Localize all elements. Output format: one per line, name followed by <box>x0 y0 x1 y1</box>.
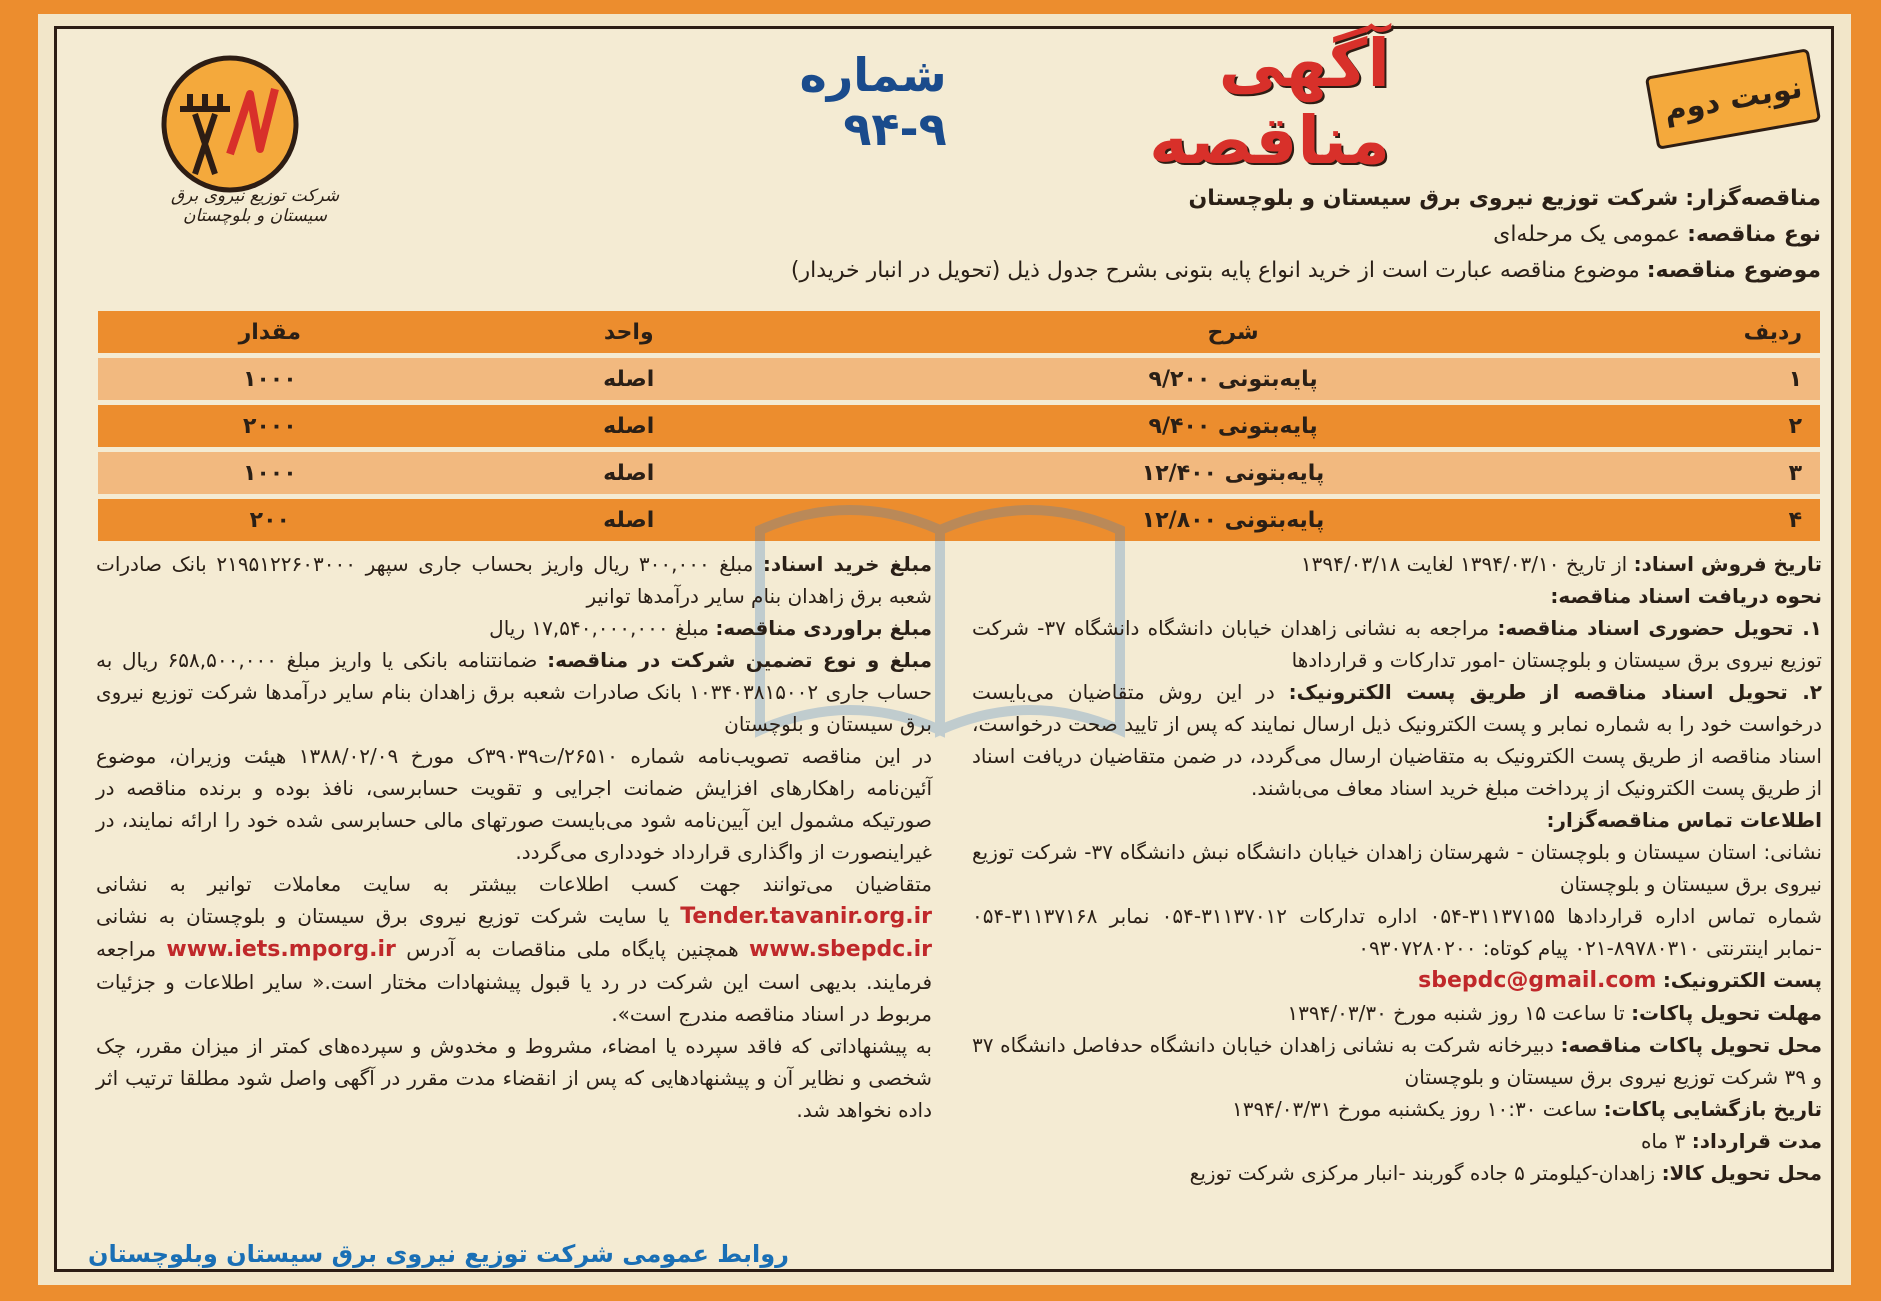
tavanir-link[interactable]: Tender.tavanir.org.ir <box>680 904 932 929</box>
table-row <box>98 499 1820 541</box>
receive-label: نحوه دریافت اسناد مناقصه: <box>1550 584 1822 608</box>
cell-row-no: ۴ <box>1650 499 1820 541</box>
address-para: نشانی: استان سیستان و بلوچستان - شهرستان زاهدان خیابان دانشگاه نبش دانشگاه ۳۷- شرکت توزیع نیروی برق سیستان و بلوچستان <box>972 840 1822 896</box>
opening-label: تاریخ بازگشایی پاکات: <box>1603 1097 1822 1121</box>
info-text-4: مراجعه فرمایند. بدیهی است این شرکت در رد یا قبول پیشنهادات مختار است.« سایر اطلاعات و جزئیات مربوط در اسناد مناقصه مندرج است». <box>96 937 932 1026</box>
public-relations-footer: روابط عمومی شرکت توزیع نیروی برق سیستان وبلوچستان <box>88 1240 789 1268</box>
delivery-text: زاهدان-کیلومتر ۵ جاده گوربند -انبار مرکزی شرکت توزیع <box>1189 1161 1656 1185</box>
power-company-logo-icon <box>160 54 300 194</box>
estimate-para <box>96 612 932 644</box>
receive-para <box>972 580 1822 612</box>
delivery-para <box>972 1157 1822 1189</box>
cell-row-no: ۳ <box>1650 452 1820 494</box>
left-column <box>96 548 932 1126</box>
cell-desc: پایه‌بتونی ۹/۴۰۰ <box>816 405 1650 447</box>
place-para <box>972 1029 1822 1093</box>
cell-qty: ۲۰۰ <box>98 499 442 541</box>
duration-text: ۳ ماه <box>1640 1129 1686 1153</box>
header-qty: مقدار <box>98 311 442 353</box>
table-row <box>98 452 1820 494</box>
logo-caption: شرکت توزیع نیروی برق سیستان و بلوچستان <box>170 186 340 226</box>
cell-row-no: ۲ <box>1650 405 1820 447</box>
in-person-label: ۱. تحویل حضوری اسناد مناقصه: <box>1497 616 1823 640</box>
price-text: مبلغ ۳۰۰,۰۰۰ ریال واریز بحساب جاری سپهر ۲۱۹۵۱۲۲۶۰۳۰۰۰ بانک صادرات شعبه برق زاهدان بنام سایر درآمدها توانیر <box>96 552 932 608</box>
estimate-label: مبلغ براوردی مناقصه: <box>715 616 932 640</box>
sale-text: از تاریخ ۱۳۹۴/۰۳/۱۰ لغایت ۱۳۹۴/۰۳/۱۸ <box>1300 552 1628 576</box>
phones-para: شماره تماس اداره قراردادها ۳۱۱۳۷۱۵۵-۰۵۴ اداره تدارکات ۳۱۱۳۷۰۱۲-۰۵۴ نمابر ۳۱۱۳۷۱۶۸-۰۵۴ -نمابر اینترنتی ۸۹۷۸۰۳۱۰-۰۲۱ پیام کوتاه: ۰۹۳۰۷۲۸۰۲۰۰ <box>972 904 1822 960</box>
deadline-label: مهلت تحویل پاکات: <box>1631 1001 1822 1025</box>
price-para <box>96 548 932 612</box>
email-link[interactable]: sbepdc@gmail.com <box>1418 968 1657 993</box>
title-number: شماره ۹-۹۴ <box>799 48 947 156</box>
in-person-para <box>972 612 1822 676</box>
table-row <box>98 405 1820 447</box>
contact-para <box>972 804 1822 836</box>
duration-para <box>972 1125 1822 1157</box>
table-row <box>98 358 1820 400</box>
estimate-text: مبلغ ۱۷,۵۴۰,۰۰۰,۰۰۰ ریال <box>489 616 709 640</box>
type-text: عمومی یک مرحله‌ای <box>1493 222 1681 247</box>
deadline-text: تا ساعت ۱۵ روز شنبه مورخ ۱۳۹۴/۰۳/۳۰ <box>1287 1001 1625 1025</box>
guarantee-text: ضمانتنامه بانکی یا واریز مبلغ ۶۵۸,۵۰۰,۰۰۰ ریال به حساب جاری ۱۰۳۴۰۳۸۱۵۰۰۲ بانک صادرات شعبه برق زاهدان بنام سایر درآمدها شرکت توزیع نیروی برق سیستان و بلوچستان <box>96 648 932 736</box>
duration-label: مدت قرارداد: <box>1691 1129 1822 1153</box>
guarantee-para <box>96 644 932 740</box>
electronic-label: ۲. تحویل اسناد مناقصه از طریق پست الکترونیک: <box>1288 680 1823 704</box>
info-text-3: همچنین پایگاه ملی مناقصات به آدرس <box>406 937 739 961</box>
header-unit: واحد <box>442 311 816 353</box>
contact-label: اطلاعات تماس مناقصه‌گزار: <box>1546 808 1822 832</box>
header-line-tenderer <box>1188 184 1821 214</box>
iets-link[interactable]: www.iets.mporg.ir <box>166 937 396 962</box>
sale-label: تاریخ فروش اسناد: <box>1633 552 1822 576</box>
electronic-para <box>972 676 1822 804</box>
header-row-no: ردیف <box>1650 311 1820 353</box>
deadline-para <box>972 997 1822 1029</box>
notice-title <box>690 25 1390 179</box>
email-label: پست الکترونیک: <box>1662 968 1822 992</box>
rejection-para: به پیشنهاداتی که فاقد سپرده یا امضاء، مشروط و مخدوش و سپرده‌های کمتر از میزان مقرر، چک شخصی و نظایر آن و پیشنهادهایی که پس از انقضاء مدت مقرر در آگهی واصل شود مطلقا ترتیب اثر داده نخواهد شد. <box>96 1034 932 1122</box>
cell-qty: ۱۰۰۰ <box>98 452 442 494</box>
cell-unit: اصله <box>442 358 816 400</box>
title-main: آگهی مناقصه <box>1149 25 1390 179</box>
sale-date-para <box>972 548 1822 580</box>
header-line-subject <box>791 256 1821 286</box>
info-text-2: یا سایت شرکت توزیع نیروی برق سیستان و بلوچستان به نشانی <box>96 904 670 928</box>
cell-unit: اصله <box>442 499 816 541</box>
info-para <box>96 868 932 1030</box>
cell-unit: اصله <box>442 452 816 494</box>
subject-label: موضوع مناقصه: <box>1646 258 1821 283</box>
email-para <box>972 964 1822 997</box>
delivery-label: محل تحویل کالا: <box>1661 1161 1822 1185</box>
opening-para <box>972 1093 1822 1125</box>
table-header-row <box>98 311 1820 353</box>
opening-text: ساعت ۱۰:۳۰ روز یکشنبه مورخ ۱۳۹۴/۰۳/۳۱ <box>1232 1097 1598 1121</box>
cell-desc: پایه‌بتونی ۹/۲۰۰ <box>816 358 1650 400</box>
tenderer-text: شرکت توزیع نیروی برق سیستان و بلوچستان <box>1188 186 1679 211</box>
place-label: محل تحویل پاکات مناقصه: <box>1560 1033 1823 1057</box>
type-label: نوع مناقصه: <box>1687 222 1821 247</box>
price-label: مبلغ خرید اسناد: <box>762 552 933 576</box>
sbepdc-link[interactable]: www.sbepdc.ir <box>749 937 933 962</box>
second-round-badge: نوبت دوم <box>1645 48 1821 150</box>
regulation-para: در این مناقصه تصویب‌نامه شماره ۲۶۵۱۰/ت۳۹۰۳۹ک مورخ ۱۳۸۸/۰۲/۰۹ هیئت وزیران، موضوع آئین‌نامه راهکارهای افزایش ضمانت اجرایی و تقویت حسابرسی، نافذ بوده و برنده مناقصه در صورتیکه مشمول این آیین‌نامه شود می‌بایست صورتهای مالی حسابرسی شده خود را ارائه نمایند، در غیراینصورت از واگذاری قرارداد خودداری می‌گردد. <box>96 744 932 864</box>
header-desc: شرح <box>816 311 1650 353</box>
cell-row-no: ۱ <box>1650 358 1820 400</box>
cell-qty: ۲۰۰۰ <box>98 405 442 447</box>
header-line-type <box>1493 220 1821 250</box>
items-table <box>98 306 1820 546</box>
place-text: دبیرخانه شرکت به نشانی زاهدان خیابان دانشگاه حدفاصل دانشگاه ۳۷ و ۳۹ شرکت توزیع نیروی برق سیستان و بلوچستان <box>972 1033 1822 1089</box>
tenderer-label: مناقصه‌گزار: <box>1685 186 1821 211</box>
info-text-1: متقاضیان می‌توانند جهت کسب اطلاعات بیشتر به سایت معاملات توانیر به نشانی <box>96 872 932 896</box>
in-person-text: مراجعه به نشانی زاهدان خیابان دانشگاه دانشگاه ۳۷- شرکت توزیع نیروی برق سیستان و بلوچستان -امور تدارکات و قراردادها <box>972 616 1822 672</box>
cell-desc: پایه‌بتونی ۱۲/۸۰۰ <box>816 499 1650 541</box>
guarantee-label: مبلغ و نوع تضمین شرکت در مناقصه: <box>547 648 933 672</box>
right-column <box>972 548 1822 1189</box>
cell-unit: اصله <box>442 405 816 447</box>
cell-desc: پایه‌بتونی ۱۲/۴۰۰ <box>816 452 1650 494</box>
cell-qty: ۱۰۰۰ <box>98 358 442 400</box>
electronic-text: در این روش متقاضیان می‌بایست درخواست خود را به شماره نمابر و پست الکترونیک ذیل ارسال نمایند که پس از تایید صحت درخواست، اسناد مناقصه از طریق پست الکترونیک به متقاضیان ارسال می‌گردد، در ضمن متقاضیان دریافت اسناد از طریق پست الکترونیک از پرداخت مبلغ خرید اسناد معاف می‌باشند. <box>972 680 1822 800</box>
subject-text: موضوع مناقصه عبارت است از خرید انواع پایه بتونی بشرح جدول ذیل (تحویل در انبار خریدار) <box>790 258 1640 283</box>
